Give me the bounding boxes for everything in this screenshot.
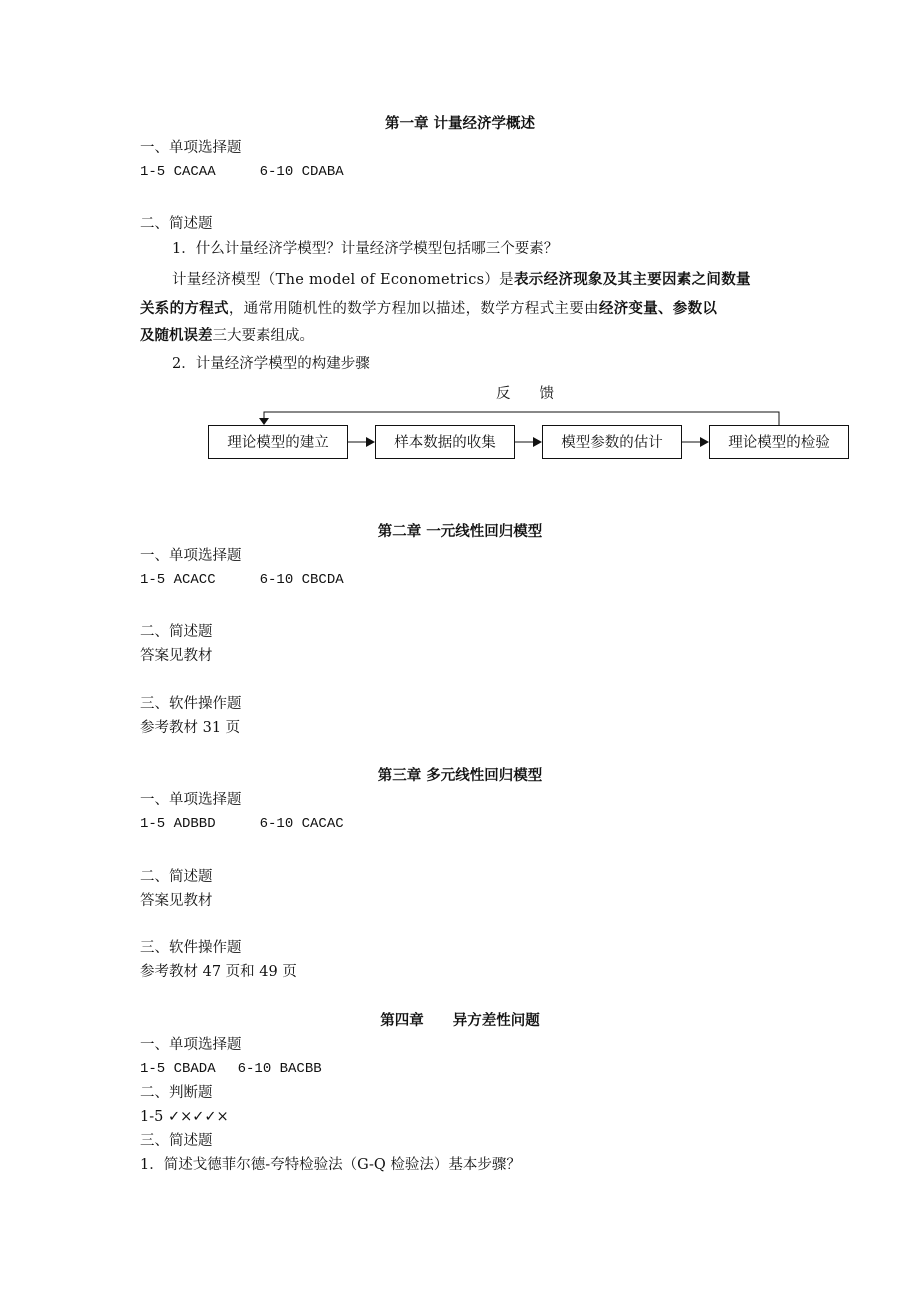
answer-bold-text: 经济变量、参数以 <box>598 301 718 317</box>
ch2-section-1-heading: 一、单项选择题 <box>140 548 242 564</box>
flow-step-4: 理论模型的检验 <box>709 425 849 459</box>
answer-text: 三大要素组成。 <box>212 328 314 344</box>
ch3-answers-1-5: 1-5 ADBBD <box>140 816 216 832</box>
answer-text: ，通常用随机性的数学方程加以描述，数学方程式主要由 <box>228 301 599 317</box>
feedback-arrowhead <box>259 418 269 425</box>
chapter-4-title: 第四章 异方差性问题 <box>380 1013 540 1029</box>
feedback-label: 反 馈 <box>496 386 554 402</box>
ch3-section-2-text: 答案见教材 <box>140 893 213 909</box>
ch2-section-2-text: 答案见教材 <box>140 648 213 664</box>
ch1-section-1-heading: 一、单项选择题 <box>140 140 242 156</box>
answer-bold-text: 关系的方程式 <box>140 301 229 317</box>
ch1-answer-1-line-1 <box>172 270 751 290</box>
ch4-section-3-heading: 三、简述题 <box>140 1133 213 1149</box>
ch2-section-2-heading: 二、简述题 <box>140 624 213 640</box>
ch4-answers-1-5: 1-5 CBADA <box>140 1061 216 1077</box>
ch2-section-3-text: 参考教材 31 页 <box>140 720 241 736</box>
ch4-question-1: 1．简述戈德菲尔德-夸特检验法（G-Q 检验法）基本步骤？ <box>140 1157 521 1173</box>
ch4-answers-6-10: 6-10 BACBB <box>237 1061 322 1077</box>
ch3-section-3-heading: 三、软件操作题 <box>140 940 242 956</box>
ch1-section-2-heading: 二、简述题 <box>140 216 213 232</box>
ch3-answers <box>140 814 344 834</box>
ch1-answers-1-5: 1-5 CACAA <box>140 164 216 180</box>
ch3-section-3-text: 参考教材 47 页和 49 页 <box>140 964 297 980</box>
ch2-answers-6-10: 6-10 CBCDA <box>259 572 344 588</box>
chapter-2-title: 第二章 一元线性回归模型 <box>377 524 543 540</box>
arrowhead-2 <box>533 437 542 447</box>
ch1-answers <box>140 162 344 182</box>
flow-step-3: 模型参数的估计 <box>542 425 682 459</box>
ch1-answers-6-10: 6-10 CDABA <box>259 164 344 180</box>
ch1-question-1: 1．什么计量经济学模型？计量经济学模型包括哪三个要素？ <box>172 241 559 257</box>
flow-step-1: 理论模型的建立 <box>208 425 348 459</box>
ch4-section-2-heading: 二、判断题 <box>140 1085 213 1101</box>
ch1-answer-1-line-3 <box>140 326 314 346</box>
chapter-1-title: 第一章 计量经济学概述 <box>384 116 536 132</box>
ch1-question-2: 2．计量经济学模型的构建步骤 <box>172 356 370 372</box>
answer-bold-text: 及随机误差 <box>140 328 213 344</box>
answer-bold-text: 表示经济现象及其主要因素之间数量 <box>514 272 751 288</box>
answer-text: 计量经济模型（The model of Econometrics）是 <box>172 272 514 288</box>
ch4-answers <box>140 1059 322 1079</box>
ch3-section-2-heading: 二、简述题 <box>140 869 213 885</box>
ch4-section-2-text: 1-5 ✓×✓✓× <box>140 1109 229 1125</box>
chapter-3-title: 第三章 多元线性回归模型 <box>377 768 543 784</box>
flow-step-2: 样本数据的收集 <box>375 425 515 459</box>
ch1-answer-1-line-2 <box>140 299 717 319</box>
ch2-answers-1-5: 1-5 ACACC <box>140 572 216 588</box>
arrowhead-3 <box>700 437 709 447</box>
feedback-line <box>264 412 779 425</box>
ch3-answers-6-10: 6-10 CACAC <box>259 816 344 832</box>
arrowhead-1 <box>366 437 375 447</box>
ch2-section-3-heading: 三、软件操作题 <box>140 696 242 712</box>
ch4-section-1-heading: 一、单项选择题 <box>140 1037 242 1053</box>
ch2-answers <box>140 570 344 590</box>
ch3-section-1-heading: 一、单项选择题 <box>140 792 242 808</box>
